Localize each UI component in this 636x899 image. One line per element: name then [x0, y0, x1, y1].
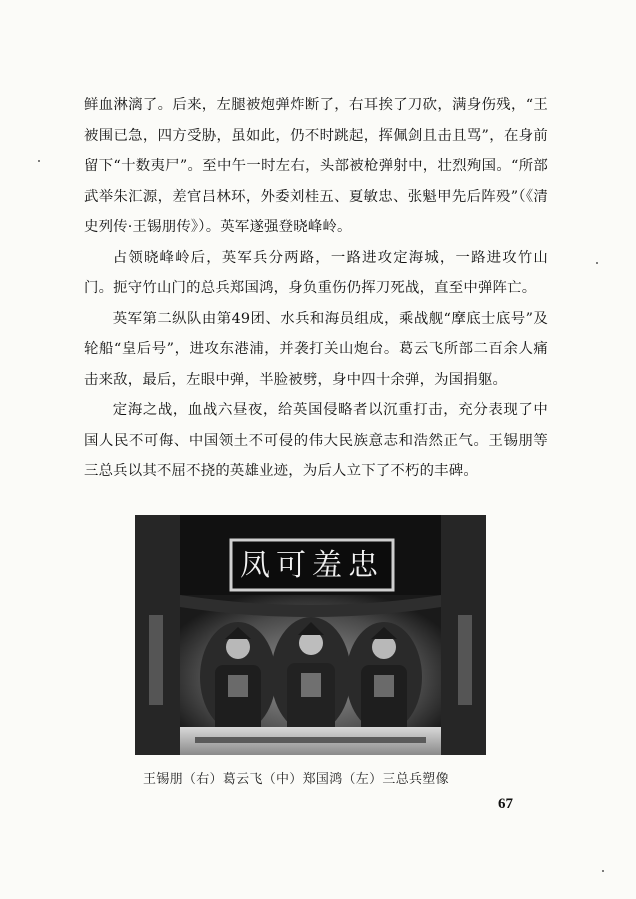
statues-photo-graphic: [135, 515, 486, 755]
scan-speck: [602, 870, 604, 872]
paragraph-2: 占领晓峰岭后，英军兵分两路，一路进攻定海城，一路进攻竹山门。扼守竹山门的总兵郑国鸿，身负重伤仍挥刀死战，直至中弹阵亡。: [84, 249, 548, 296]
page-number: 67: [498, 796, 513, 812]
scan-speck: [596, 262, 598, 264]
scan-speck: [38, 160, 40, 162]
statues-photo: [135, 515, 486, 755]
paragraph-1: 鲜血淋漓了。后来，左腿被炮弹炸断了，右耳挨了刀砍，满身伤残，“王被围已急，四方受胁，虽如此，仍不时跳起，挥佩剑且击且骂”，在身前留下“十数夷尸”。至中午一时左右，头部被枪弹射中，壮烈殉国。“所部武举朱汇源，差官吕林环，外委刘桂五、夏敏忠、张魁甲先后阵殁”（《清史列传·王锡朋传》）。英军遂强登晓峰岭。: [84, 97, 548, 235]
body-text: [84, 90, 548, 487]
paragraph-3: 英军第二纵队由第49团、水兵和海员组成，乘战舰“摩底士底号”及轮船“皇后号”，进攻东港浦，并袭打关山炮台。葛云飞所部二百余人痛击来敌，最后，左眼中弹，半脸被劈，身中四十余弹，为国捐躯。: [84, 310, 548, 388]
plaque-text: 凤可羞忠: [240, 548, 384, 583]
paragraph-4: 定海之战，血战六昼夜，给英国侵略者以沉重打击，充分表现了中国人民不可侮、中国领土不可侵的伟大民族意志和浩然正气。王锡朋等三总兵以其不屈不挠的英雄业迹，为后人立下了不朽的丰碑。: [84, 402, 548, 479]
photo-caption: 王锡朋（右）葛云飞（中）郑国鸿（左）三总兵塑像: [143, 772, 449, 787]
